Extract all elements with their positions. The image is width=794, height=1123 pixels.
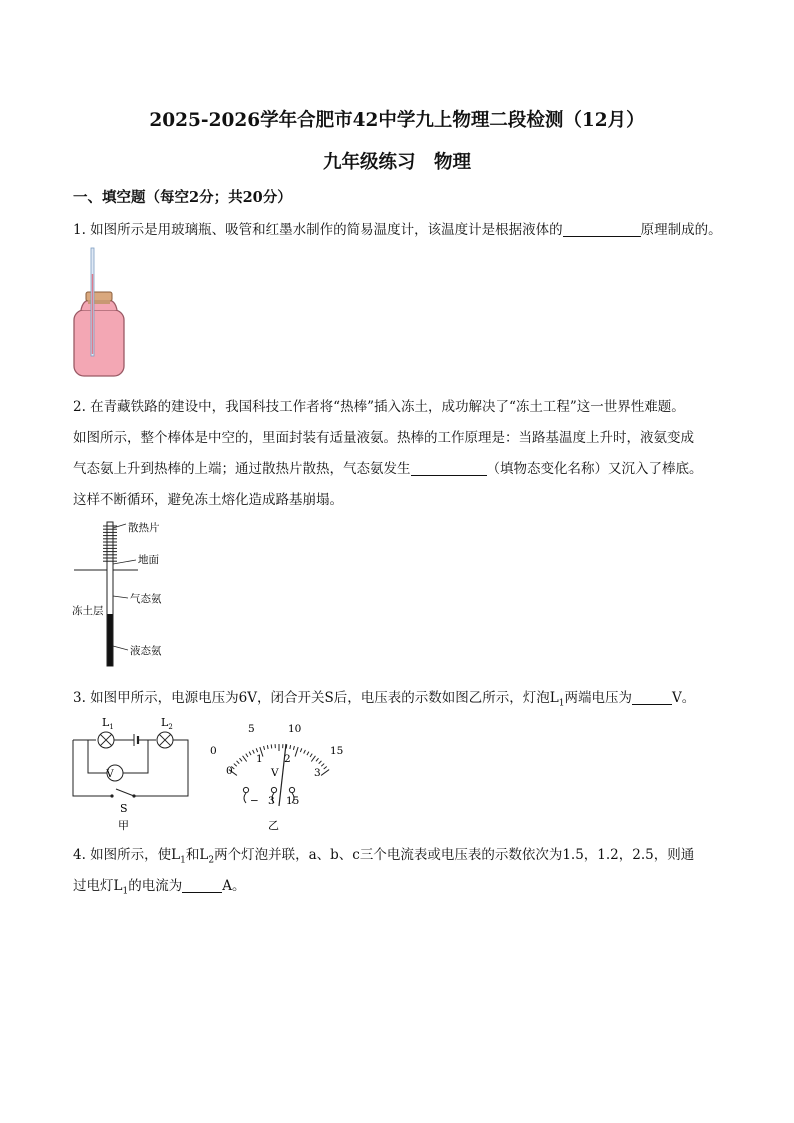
q2-line-3 xyxy=(73,457,703,477)
q2-line-4: 这样不断循环，避免冻土熔化造成路基崩塌。 xyxy=(73,492,343,508)
question-3 xyxy=(73,686,695,709)
dial-tick xyxy=(311,756,315,762)
voltmeter-dial-yi xyxy=(204,714,354,832)
q2-text-before: 气态氨上升到热棒的上端；通过散热片散热，气态氨发生 xyxy=(73,461,411,477)
q1-text-after: 原理制成的。 xyxy=(640,222,722,238)
q4-sub-2: 2 xyxy=(208,855,215,866)
q3-text: 3. 如图甲所示，电源电压为6V，闭合开关S后，电压表的示数如图乙所示，灯泡L xyxy=(73,690,559,706)
upper-tick-10: 10 xyxy=(288,723,302,735)
dial-tick xyxy=(319,761,322,764)
lower-tick-3: 3 xyxy=(314,767,321,779)
switch-label: S xyxy=(120,802,128,815)
lamp-l1-label: $L_1$ xyxy=(102,716,114,731)
dial-tick xyxy=(264,746,265,750)
q1-text: 1. 如图所示是用玻璃瓶、吸管和红墨水制作的简易温度计，该温度计是根据液体的 xyxy=(73,222,563,238)
dial-tick xyxy=(271,744,272,748)
dial-tick xyxy=(256,748,257,752)
label-gas-ammonia: 气态氨 xyxy=(130,593,162,605)
label-liquid-ammonia: 液态氨 xyxy=(130,645,162,657)
dial-tick xyxy=(321,770,329,776)
caption-yi: 乙 xyxy=(268,819,279,832)
heat-pipe-figure xyxy=(70,518,190,668)
q3-subscript: 1 xyxy=(558,698,565,709)
q4-line-2 xyxy=(73,874,245,897)
dial-tick xyxy=(307,752,309,756)
terminal-15: 15 xyxy=(286,795,300,807)
q4-line-1 xyxy=(73,843,694,866)
dial-tick xyxy=(310,754,312,757)
q2-line-2: 如图所示，整个棒体是中空的，里面封装有适量液氨。热棒的工作原理是：当路基温度上升时，液氨变成 xyxy=(73,430,694,446)
lamp-l2-label: $L_2$ xyxy=(161,716,173,731)
upper-tick-5: 5 xyxy=(248,723,255,735)
exam-subtitle: 九年级练习 物理 xyxy=(322,152,471,173)
dial-tick xyxy=(295,747,298,757)
circuit-diagram-jia xyxy=(66,714,196,832)
meter-unit-label: V xyxy=(271,767,279,779)
q4-text-d: 过电灯L xyxy=(73,878,123,894)
dial-tick xyxy=(324,766,327,769)
question-1 xyxy=(73,218,722,238)
exam-title: 2025-2026学年合肥市42中学九上物理二段检测（12月） xyxy=(149,110,645,131)
label-fins: 散热片 xyxy=(128,522,160,534)
q4-text-a: 4. 如图所示，使L xyxy=(73,847,181,863)
q2-line-1: 2. 在青藏铁路的建设中，我国科技工作者将“热棒”插入冻土，成功解决了“冻土工程”这一世界性难题。 xyxy=(73,399,685,415)
q4-text-b: 和L xyxy=(185,847,209,863)
upper-tick-0: 0 xyxy=(210,745,217,757)
dial-tick xyxy=(267,745,268,749)
dial-tick xyxy=(293,746,294,750)
dial-tick xyxy=(246,754,248,757)
q4-text-f: A。 xyxy=(222,878,246,894)
lower-tick-0: 0 xyxy=(226,765,233,777)
q4-sub-3: 1 xyxy=(122,886,129,897)
dial-tick xyxy=(300,748,301,752)
dial-tick xyxy=(243,756,247,762)
q3-blank[interactable] xyxy=(632,690,672,705)
q4-sub-1: 1 xyxy=(180,855,186,866)
q2-blank[interactable] xyxy=(411,461,487,476)
dial-tick xyxy=(249,752,251,756)
voltmeter-symbol-label: V xyxy=(106,769,114,780)
caption-jia: 甲 xyxy=(118,819,129,832)
section-heading: 一、填空题（每空2分；共20分） xyxy=(73,189,292,206)
dial-tick xyxy=(316,758,319,761)
q3-text-mid: 两端电压为 xyxy=(564,690,632,706)
q4-blank[interactable] xyxy=(182,878,222,893)
dial-tick xyxy=(290,745,291,749)
terminal-3: 3 xyxy=(268,795,275,807)
dial-tick xyxy=(321,764,324,767)
dial-tick xyxy=(304,750,306,754)
lower-tick-2: 2 xyxy=(284,753,291,765)
terminal-negative: − xyxy=(250,795,259,807)
lower-tick-1: 1 xyxy=(256,753,263,765)
q3-text-after: V。 xyxy=(671,690,696,706)
q1-blank[interactable] xyxy=(563,222,641,237)
thermometer-bottle-figure xyxy=(66,244,132,380)
dial-tick xyxy=(234,764,237,767)
dial-tick xyxy=(253,750,255,754)
q4-text-c: 两个灯泡并联，a、b、c三个电流表或电压表的示数依次为1.5，1.2，2.5，则通 xyxy=(214,847,695,863)
q2-text-after: （填物态变化名称）又沉入了棒底。 xyxy=(486,461,703,477)
label-frozen-soil: 冻土层 xyxy=(72,605,104,617)
upper-tick-15: 15 xyxy=(330,745,344,757)
label-ground: 地面 xyxy=(138,554,159,566)
dial-tick xyxy=(239,758,242,761)
dial-tick xyxy=(237,761,240,764)
q4-text-e: 的电流为 xyxy=(128,878,183,894)
